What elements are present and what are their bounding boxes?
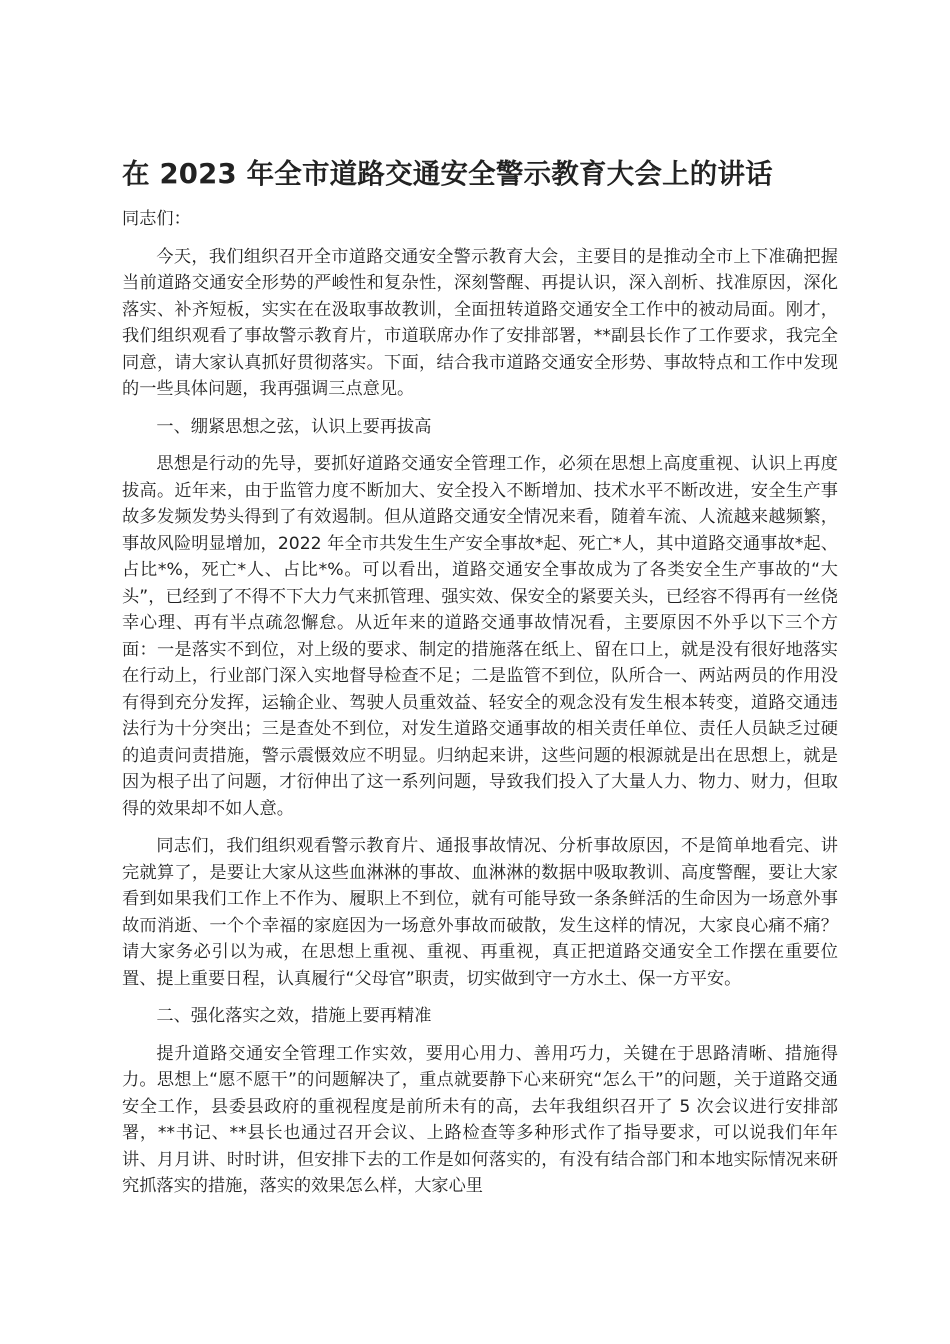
section-heading-1: 一、绷紧思想之弦，认识上要再拔高 xyxy=(156,416,432,437)
paragraph-intro: 今天，我们组织召开全市道路交通安全警示教育大会，主要目的是推动全市上下准确把握当前道路交通安全形势的严峻性和复杂性，深刻警醒、再提认识，深入剖析、找准原因，深化落实、补齐短板，实实在在汲取事故教训，全面扭转道路交通安全工作中的被动局面。刚才，我们组织观看了事故警示教育片，市道联席办作了安排部署，**副县长作了工作要求，我完全同意，请大家认真抓好贯彻落实。下面，结合我市道路交通安全形势、事故特点和工作中发现的一些具体问题，我再强调三点意见。 xyxy=(122,246,838,399)
document-title: 在 2023 年全市道路交通安全警示教育大会上的讲话 xyxy=(122,158,773,190)
section-heading-2: 二、强化落实之效，措施上要再精准 xyxy=(156,1006,432,1026)
paragraph-section-2-a: 提升道路交通安全管理工作实效，要用心用力、善用巧力，关键在于思路清晰、措施得力。思想上“愿不愿干”的问题解决了，重点就要静下心来研究“怎么干”的问题，关于道路交通安全工作，县委县政府的重视程度是前所未有的高，去年我组织召开了 5 次会议进行安排部署，**书记、**县长也通过召开会议、上路检查等多种形式作了指导要求，可以说我们年年讲、月月讲、时时讲，但安排下去的工作是如何落实的，有没有结合部门和本地实际情况来研究抓落实的措施，落实的效果怎么样，大家心里 xyxy=(122,1043,838,1196)
paragraph-section-1-b: 同志们，我们组织观看警示教育片、通报事故情况、分析事故原因，不是简单地看完、讲完就算了，是要让大家从这些血淋淋的事故、血淋淋的数据中吸取教训、高度警醒，要让大家看到如果我们工作上不作为、履职上不到位，就有可能导致一条条鲜活的生命因为一场意外事故而消逝、一个个幸福的家庭因为一场意外事故而破散，发生这样的情况，大家良心痛不痛？请大家务必引以为戒，在思想上重视、重视、再重视，真正把道路交通安全工作摆在重要位置、提上重要日程，认真履行“父母官”职责，切实做到守一方水土、保一方平安。 xyxy=(122,836,838,989)
salutation: 同志们： xyxy=(122,209,191,229)
paragraph-section-1-a: 思想是行动的先导，要抓好道路交通安全管理工作，必须在思想上高度重视、认识上再度拔高。近年来，由于监管力度不断加大、安全投入不断增加、技术水平不断改进，安全生产事故多发频发势头得到了有效遏制。但从道路交通安全情况来看，随着车流、人流越来越频繁，事故风险明显增加，2022 年全市共发生生产安全事故*起、死亡*人，其中道路交通事故*起、占比*%，死亡*人、占比*%。可以看出，道路交通安全事故成为了各类安全生产事故的“大头”，已经到了不得不下大力气来抓管理、强实效、保安全的紧要关头，已经容不得再有一丝侥幸心理、再有半点疏忽懈怠。从近年来的道路交通事故情况看，主要原因不外乎以下三个方面：一是落实不到位，对上级的要求、制定的措施落在纸上、留在口上，就是没有很好地落实在行动上，行业部门深入实地督导检查不足；二是监管不到位，队所合一、两站两员的作用没有得到充分发挥，运输企业、驾驶人员重效益、轻安全的观念没有发生根本转变，道路交通违法行为十分突出；三是查处不到位，对发生道路交通事故的相关责任单位、责任人员缺乏过硬的追责问责措施，警示震慑效应不明显。归纳起来讲，这些问题的根源就是出在思想上，就是因为根子出了问题，才衍伸出了这一系列问题，导致我们投入了大量人力、物力、财力，但取得的效果却不如人意。 xyxy=(122,454,838,819)
document-page xyxy=(122,156,838,1211)
